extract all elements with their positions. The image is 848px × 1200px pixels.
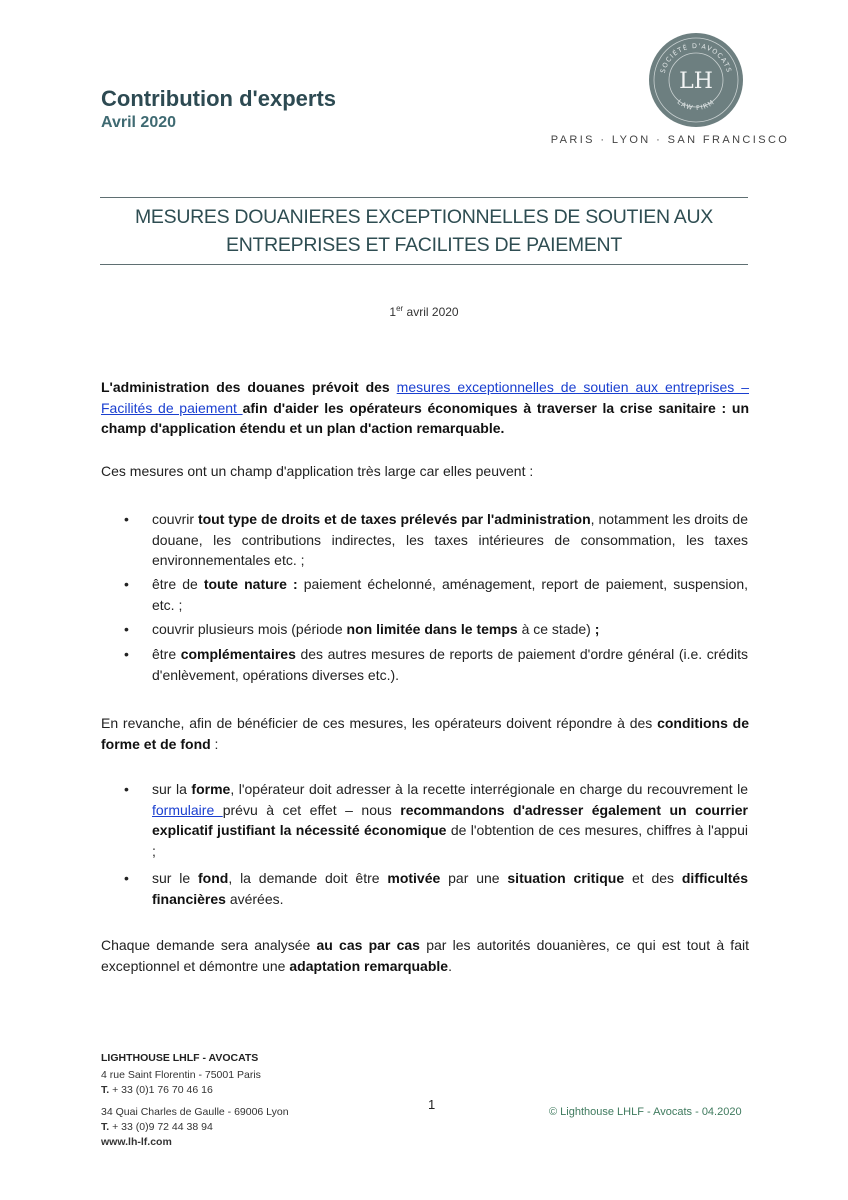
list-item: • sur la forme, l'opérateur doit adresser à la recette interrégionale en charge du recouvrement le formulaire prévu à cet effet – nous recommandons d'adresser également un courrier explicatif justifiant la nécessité économique de l'obtention de ces mesures, chiffres à l'appui ; (124, 781, 749, 859)
logo-seal-icon (646, 30, 746, 130)
footer-firm-name: LIGHTHOUSE LHLF - AVOCATS (101, 1052, 259, 1064)
logo-ring-bottom-text: LAW FIRM (675, 97, 717, 113)
closing-paragraph: Chaque demande sera analysée au cas par cas par les autorités douanières, ce qui est tout à fait exceptionnel et démontre une adaptation remarquable. (101, 937, 749, 974)
bullet-icon: • (124, 511, 129, 527)
list-item: • être de toute nature : paiement échelonné, aménagement, report de paiement, suspension, etc. ; (124, 576, 748, 613)
publication-date: 1er avril 2020 (389, 304, 459, 319)
conditions-paragraph: En revanche, afin de bénéficier de ces mesures, les opérateurs doivent répondre à des conditions de forme et de fond : (101, 715, 749, 752)
footer-address-paris: 4 rue Saint Florentin - 75001 Paris (101, 1069, 261, 1081)
document-title-line-1: MESURES DOUANIERES EXCEPTIONNELLES DE SOUTIEN AUX (134, 206, 714, 228)
bullet-icon: • (124, 646, 129, 662)
logo-monogram: LH (679, 69, 713, 94)
title-top-rule (100, 197, 748, 198)
mesures-exceptionnelles-link[interactable]: mesures exceptionnelles de soutien aux entreprises – Facilités de paiement (101, 379, 749, 416)
bullet-icon: • (124, 576, 129, 592)
scope-intro-paragraph: Ces mesures ont un champ d'application très large car elles peuvent : (101, 463, 534, 479)
footer-phone-paris: T. + 33 (0)1 76 70 46 16 (101, 1084, 213, 1096)
list-item: • être complémentaires des autres mesures de reports de paiement d'ordre général (i.e. crédits d'enlèvement, opérations diverses etc.). (124, 646, 749, 683)
footer-copyright: © Lighthouse LHLF - Avocats - 04.2020 (549, 1106, 742, 1118)
document-title-line-2: ENTREPRISES ET FACILITES DE PAIEMENT (226, 234, 622, 256)
footer-phone-lyon: T. + 33 (0)9 72 44 38 94 (101, 1121, 213, 1133)
header-title: Contribution d'experts (101, 86, 337, 111)
footer-address-lyon: 34 Quai Charles de Gaulle - 69006 Lyon (101, 1106, 289, 1118)
title-bottom-rule (100, 264, 748, 265)
list-item: • couvrir tout type de droits et de taxes prélevés par l'administration, notamment les droits de douane, les contributions indirectes, les taxes intérieures de consommation, les taxes environnementales etc. ; (124, 511, 749, 568)
intro-paragraph: L'administration des douanes prévoit des mesures exceptionnelles de soutien aux entreprises – Facilités de paiement afin d'aider les opérateurs économiques à traverser la crise sanitaire : un champ d'application étendu et un plan d'action remarquable. (101, 379, 750, 436)
logo-ring-top-text: SOCIÉTÉ D'AVOCATS (658, 41, 734, 75)
formulaire-link[interactable]: formulaire (152, 801, 223, 818)
page-number: 1 (428, 1097, 436, 1112)
bullet-icon: • (124, 621, 129, 637)
footer-website-link[interactable]: www.lh-lf.com (101, 1136, 172, 1148)
bullet-icon: • (124, 870, 129, 886)
document-title (100, 203, 748, 259)
office-cities: PARIS · LYON · SAN FRANCISCO (550, 134, 790, 146)
bullet-icon: • (124, 781, 129, 797)
firm-logo (646, 30, 746, 130)
header-date: Avril 2020 (101, 114, 177, 131)
list-item: • couvrir plusieurs mois (période non limitée dans le temps à ce stade) ; (124, 619, 748, 640)
list-item: • sur le fond, la demande doit être motivée par une situation critique et des difficultés financières avérées. (124, 870, 748, 907)
